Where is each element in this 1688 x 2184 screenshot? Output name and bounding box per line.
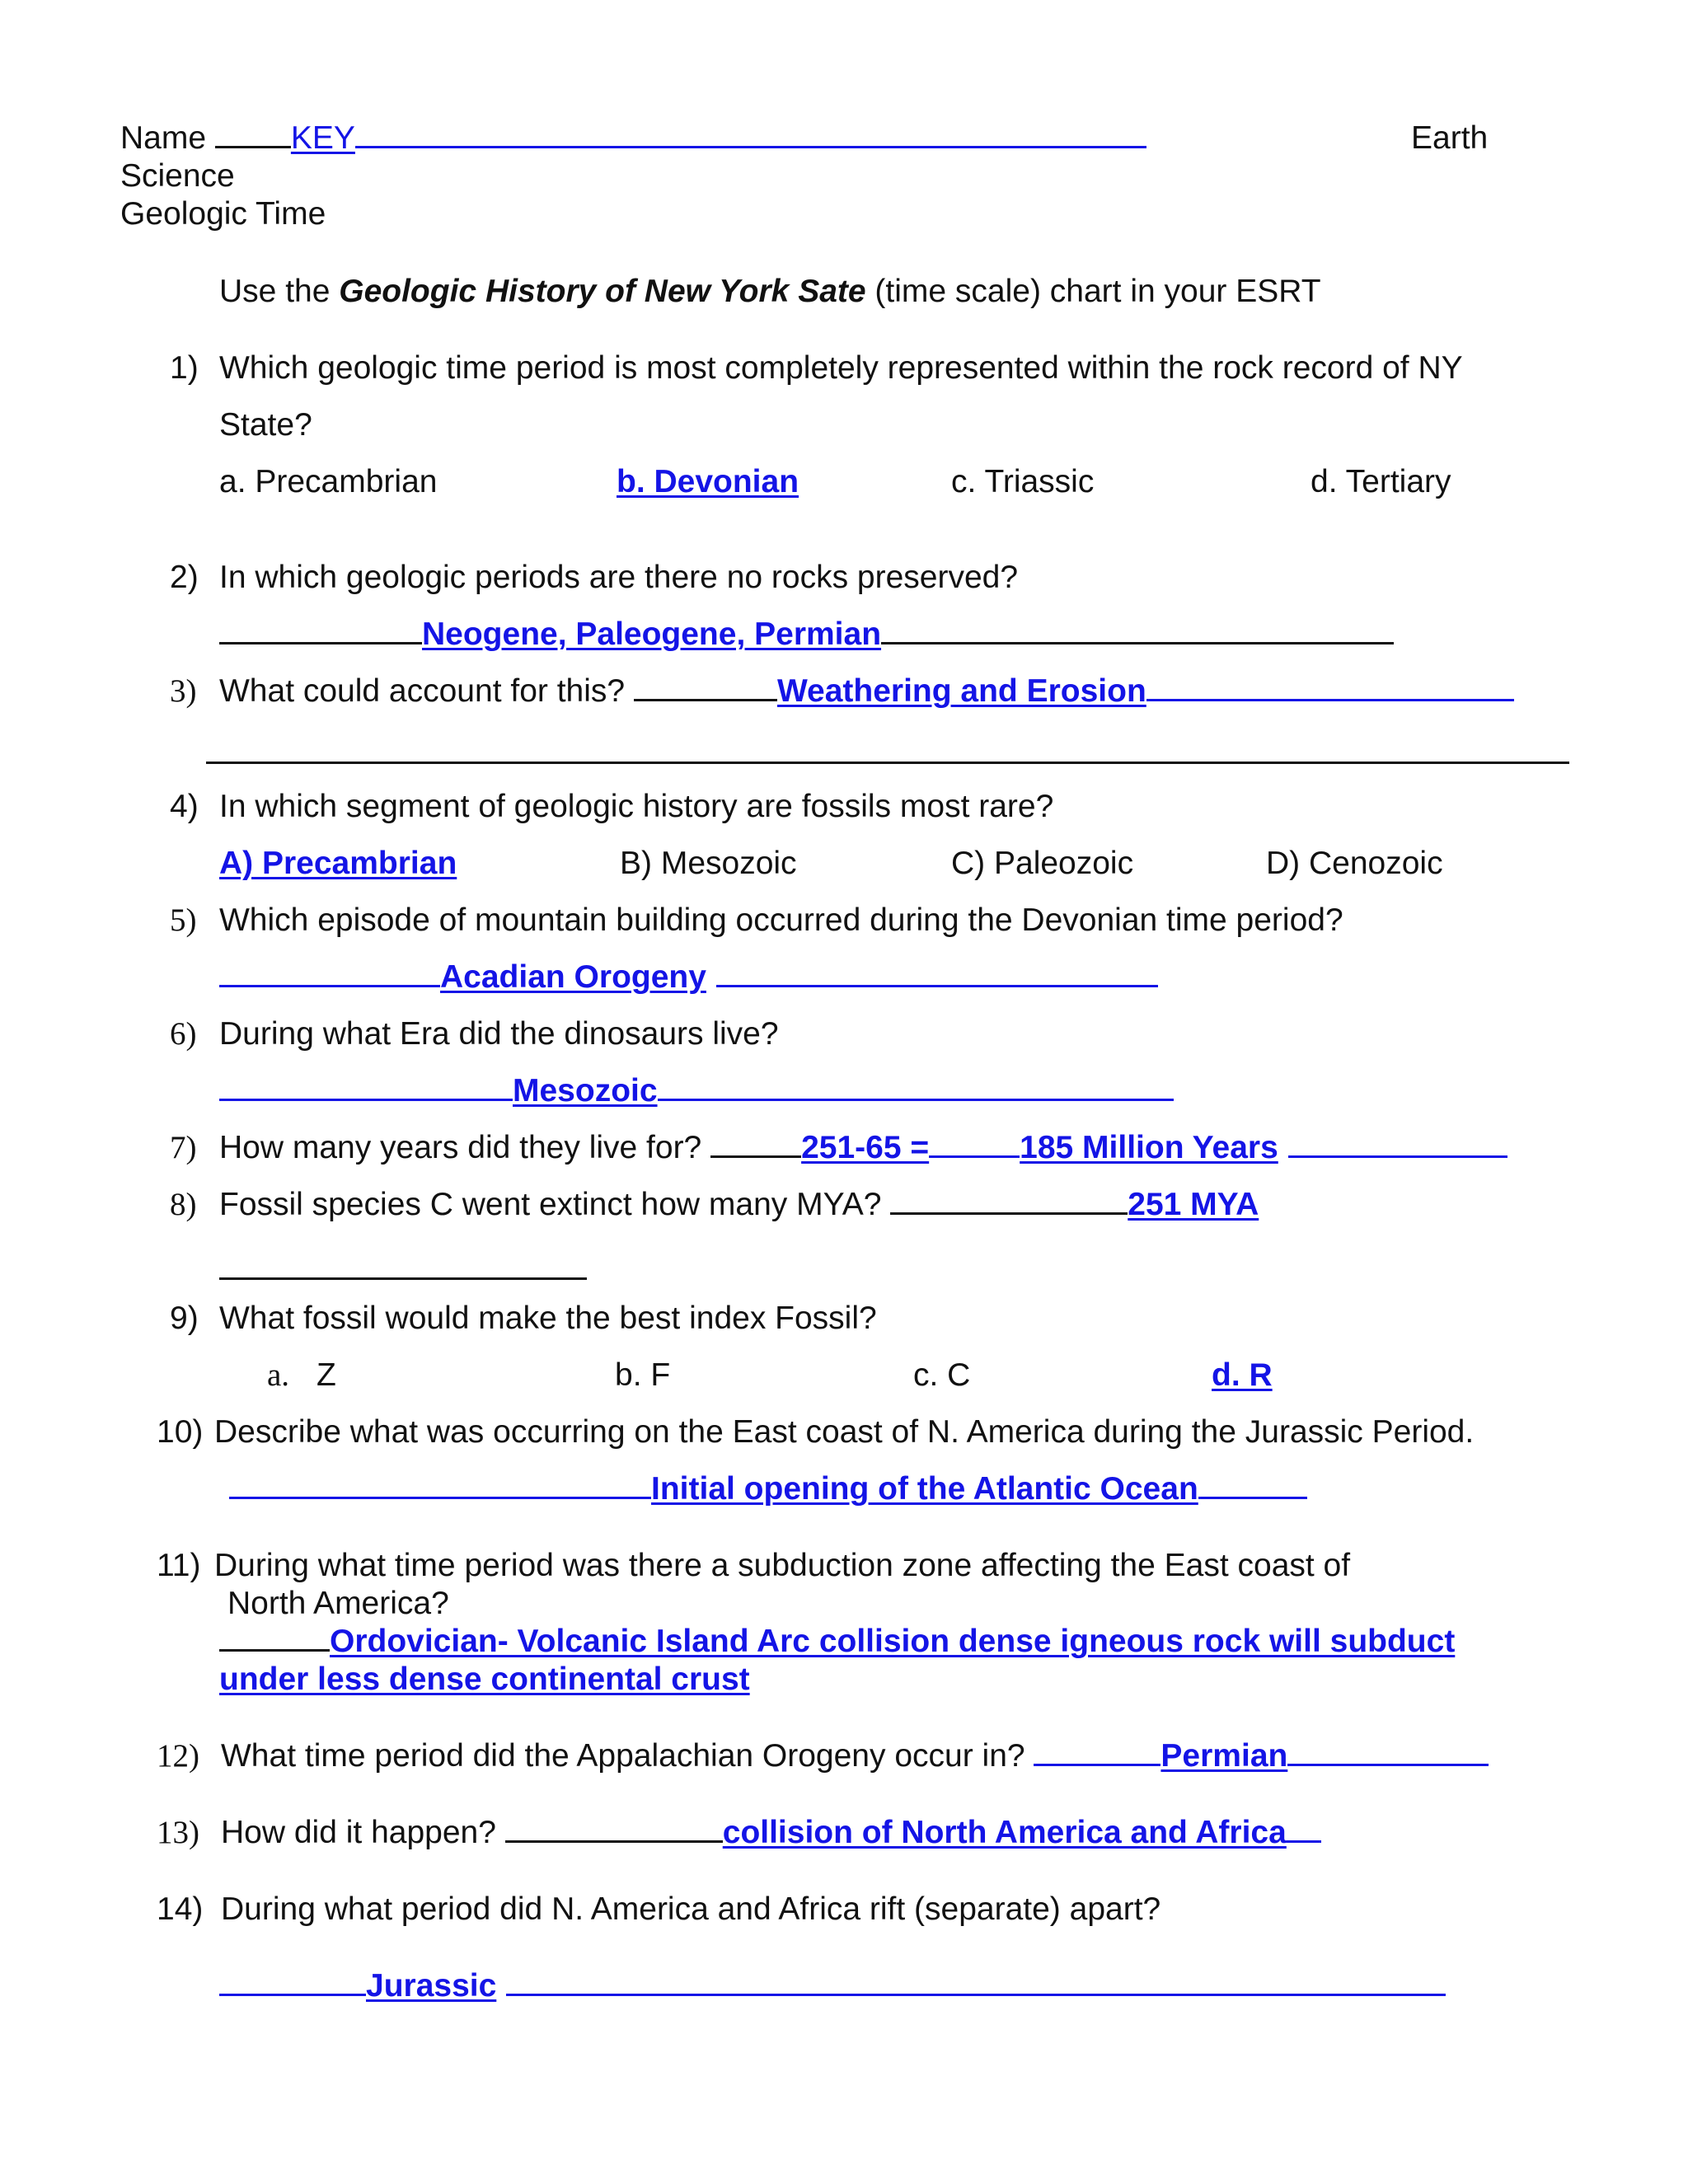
q10-number: 10): [157, 1414, 204, 1450]
q8-blank-line: [219, 1277, 587, 1280]
q4-text: In which segment of geologic history are fossils most rare?: [219, 789, 1054, 824]
q7-number: 7): [170, 1130, 197, 1165]
q1-text-line2: State?: [219, 407, 312, 443]
q3-line: [219, 675, 1514, 707]
q1-text-line1: Which geologic time period is most completely represented within the rock record of NY: [219, 350, 1463, 386]
q12-number: 12): [157, 1738, 199, 1774]
q1-choice-b-answer: b. Devonian: [617, 464, 799, 499]
q1-number: 1): [170, 350, 199, 386]
intro-text: [219, 275, 1321, 307]
q7-answer-calc: 251-65 =: [801, 1130, 930, 1165]
q4-number: 4): [170, 789, 199, 824]
q5-text: Which episode of mountain building occurred during the Devonian time period?: [219, 902, 1343, 938]
q11-answer-line2: under less dense continental crust: [219, 1661, 750, 1697]
q6-text: During what Era did the dinosaurs live?: [219, 1016, 779, 1052]
intro-pre: Use the: [219, 274, 340, 309]
q14-answer: Jurassic: [366, 1968, 497, 2004]
q11-text-line2: North America?: [227, 1586, 449, 1621]
q3-text: What could account for this?: [219, 673, 626, 709]
q4-choice-d: D) Cenozoic: [1266, 846, 1443, 881]
intro-post: (time scale) chart in your ESRT: [865, 274, 1321, 309]
q7-line: [219, 1132, 1507, 1164]
q5-answer-line: [219, 961, 1158, 993]
q11-number: 11): [157, 1548, 201, 1583]
q11-answer-line1: Ordovician- Volcanic Island Arc collision dense igneous rock will subduct: [330, 1624, 1456, 1659]
q1-choice-d: d. Tertiary: [1311, 464, 1451, 499]
q10-answer-line: [229, 1473, 1307, 1505]
course-right: Earth: [1411, 120, 1489, 156]
q2-answer: Neogene, Paleogene, Permian: [422, 616, 882, 652]
q10-answer: Initial opening of the Atlantic Ocean: [651, 1471, 1198, 1507]
chart-name: Geologic History of New York Sate: [339, 274, 866, 309]
course-left: Science: [120, 158, 235, 194]
q2-answer-line: [219, 618, 1394, 650]
q12-answer: Permian: [1160, 1738, 1288, 1774]
q13-line: [221, 1816, 1321, 1849]
q1-choice-a: a. Precambrian: [219, 464, 438, 499]
name-label: Name: [120, 120, 207, 156]
q13-text: How did it happen?: [221, 1815, 496, 1850]
q11-answer-line1-row: [219, 1625, 1455, 1657]
q9-choice-c: c. C: [913, 1357, 971, 1393]
q9-choice-a: Z: [316, 1357, 336, 1393]
q11-text-line1: During what time period was there a subduction zone affecting the East coast of: [214, 1548, 1351, 1583]
q9-choice-d-answer: d. R: [1212, 1357, 1273, 1393]
q12-text: What time period did the Appalachian Orogeny occur in?: [221, 1738, 1025, 1774]
q8-text: Fossil species C went extinct how many MYA?: [219, 1187, 882, 1222]
q2-number: 2): [170, 560, 199, 595]
q13-number: 13): [157, 1815, 199, 1850]
q9-choice-b: b. F: [615, 1357, 671, 1393]
q14-text: During what period did N. America and Africa rift (separate) apart?: [221, 1891, 1161, 1927]
q5-answer: Acadian Orogeny: [440, 959, 706, 995]
q5-number: 5): [170, 902, 197, 938]
q6-answer: Mesozoic: [513, 1073, 658, 1108]
q10-text: Describe what was occurring on the East coast of N. America during the Jurassic Period.: [214, 1414, 1475, 1450]
q2-text: In which geologic periods are there no rocks preserved?: [219, 560, 1019, 595]
q8-answer: 251 MYA: [1128, 1187, 1259, 1222]
q3-number: 3): [170, 673, 197, 709]
q14-number: 14): [157, 1891, 204, 1927]
q12-line: [221, 1740, 1489, 1772]
name-value: KEY: [290, 120, 355, 156]
q3-answer: Weathering and Erosion: [776, 673, 1146, 709]
q6-number: 6): [170, 1016, 197, 1052]
q14-answer-line: [219, 1970, 1446, 2002]
q8-number: 8): [170, 1187, 197, 1222]
name-line: [120, 122, 1146, 154]
divider-line: [206, 762, 1569, 764]
q6-answer-line: [219, 1075, 1174, 1107]
page-subtitle: Geologic Time: [120, 196, 326, 232]
q7-answer: 185 Million Years: [1020, 1130, 1278, 1165]
q4-choice-a-answer: A) Precambrian: [219, 846, 457, 881]
q1-choice-c: c. Triassic: [951, 464, 1095, 499]
q4-choice-c: C) Paleozoic: [951, 846, 1134, 881]
q7-text: How many years did they live for?: [219, 1130, 702, 1165]
q4-choice-b: B) Mesozoic: [620, 846, 797, 881]
q13-answer: collision of North America and Africa: [722, 1815, 1287, 1850]
q9-number: 9): [170, 1301, 199, 1336]
q8-line: [219, 1188, 1259, 1221]
q9-text: What fossil would make the best index Fossil?: [219, 1301, 877, 1336]
q9-choice-a-label: a.: [267, 1357, 290, 1393]
